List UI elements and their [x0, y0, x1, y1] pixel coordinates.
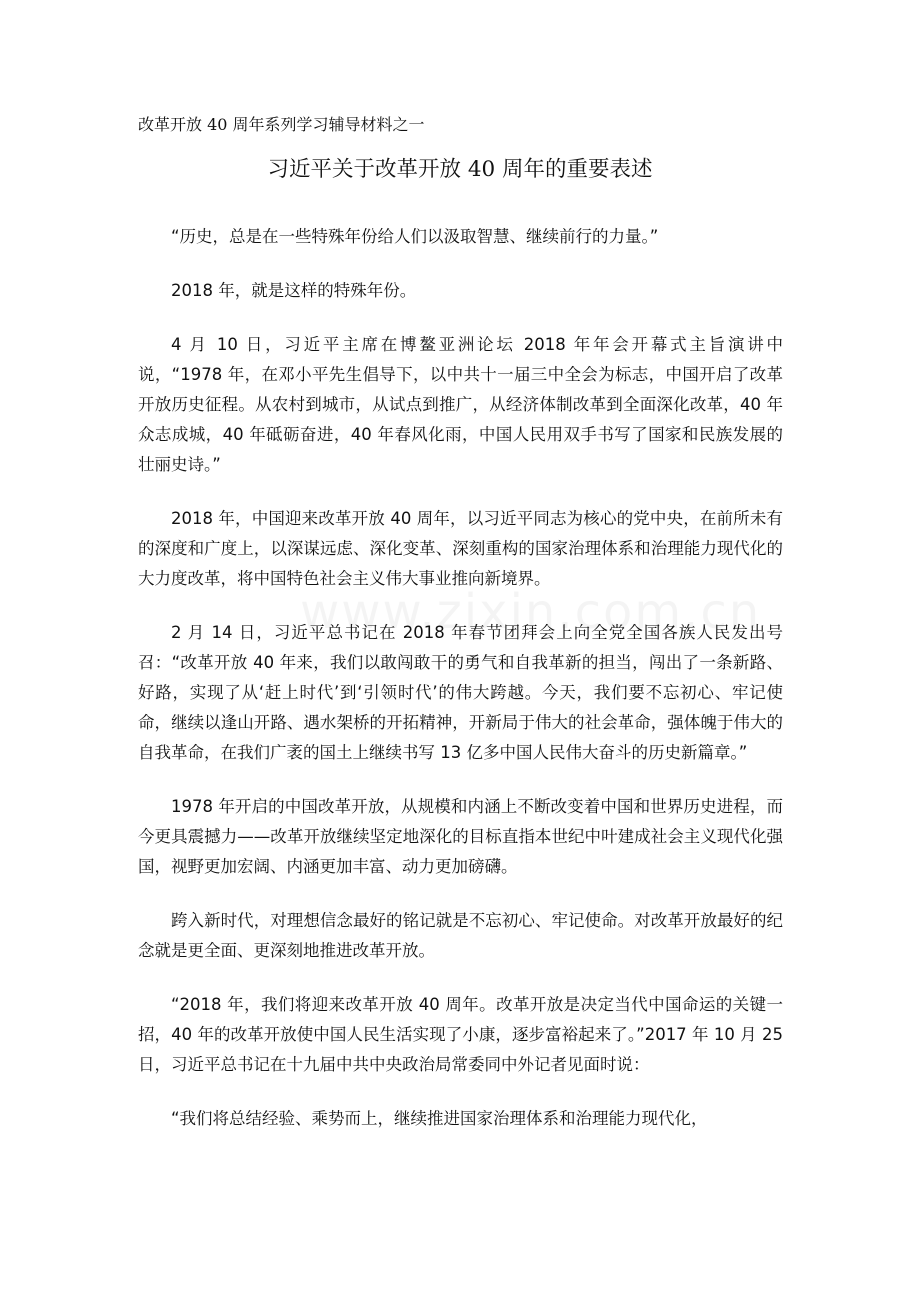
paragraph: “历史，总是在一些特殊年份给人们以汲取智慧、继续前行的力量。” — [171, 227, 659, 246]
paragraph: 2 月 14 日，习近平总书记在 2018 年春节团拜会上向全党全国各族人民发出号召：“改革开放 40 年来，我们以敢闯敢干的勇气和自我革新的担当，闯出了一条新路、好路，实现了从‘赶上时代’到‘引领时代’的伟大跨越。今天，我们要不忘初心、牢记使命，继续以逢山开路、遇水架桥的开拓精神，开新局于伟大的社会革命，强体魄于伟大的自我革命，在我们广袤的国土上继续书写 13 亿多中国人民伟大奋斗的历史新篇章。” — [138, 623, 783, 762]
document-body — [138, 222, 783, 1134]
paragraph: 1978 年开启的中国改革开放，从规模和内涵上不断改变着中国和世界历史进程，而今更具震撼力——改革开放继续坚定地深化的目标直指本世纪中叶建成社会主义现代化强国，视野更加宏阔、内涵更加丰富、动力更加磅礴。 — [138, 797, 783, 876]
paragraph: “2018 年，我们将迎来改革开放 40 周年。改革开放是决定当代中国命运的关键一招，40 年的改革开放使中国人民生活实现了小康，逐步富裕起来了。”2017 年 10 月 25 日，习近平总书记在十九届中共中央政治局常委同中外记者见面时说： — [138, 995, 783, 1074]
series-label: 改革开放 40 周年系列学习辅导材料之一 — [138, 115, 425, 134]
document-title: 习近平关于改革开放 40 周年的重要表述 — [267, 157, 653, 182]
paragraph: 2018 年，就是这样的特殊年份。 — [171, 281, 417, 300]
paragraph: 2018 年，中国迎来改革开放 40 周年，以习近平同志为核心的党中央，在前所未有的深度和广度上，以深谋远虑、深化变革、深刻重构的国家治理体系和治理能力现代化的大力度改革，将中国特色社会主义伟大事业推向新境界。 — [138, 509, 783, 588]
paragraph: 跨入新时代，对理想信念最好的铭记就是不忘初心、牢记使命。对改革开放最好的纪念就是更全面、更深刻地推进改革开放。 — [138, 911, 783, 960]
paragraph: “我们将总结经验、乘势而上，继续推进国家治理体系和治理能力现代化， — [171, 1109, 708, 1128]
paragraph: 4 月 10 日，习近平主席在博鳌亚洲论坛 2018 年年会开幕式主旨演讲中说，“1978 年，在邓小平先生倡导下，以中共十一届三中全会为标志，中国开启了改革开放历史征程。从农村到城市，从试点到推广，从经济体制改革到全面深化改革，40 年众志成城，40 年砥砺奋进，40 年春风化雨，中国人民用双手书写了国家和民族发展的壮丽史诗。” — [138, 335, 783, 474]
